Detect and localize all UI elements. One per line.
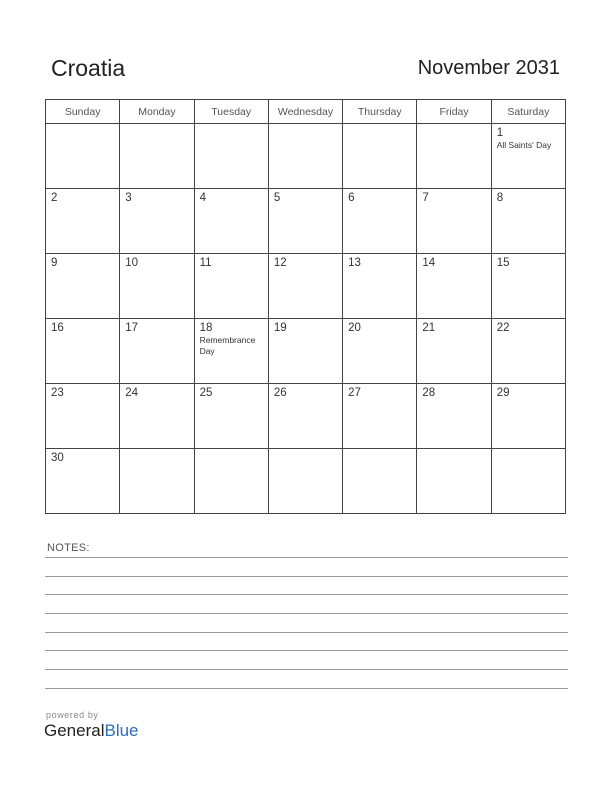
calendar-day-cell (417, 254, 491, 319)
weekday-header: Tuesday (194, 100, 268, 124)
day-number: 9 (51, 257, 58, 269)
calendar-day-cell (491, 189, 565, 254)
calendar-day-cell (491, 384, 565, 449)
day-number: 30 (51, 452, 64, 464)
calendar-day-cell (343, 189, 417, 254)
day-number: 18 (199, 322, 213, 334)
day-number: 4 (199, 192, 206, 204)
weekday-header: Saturday (491, 100, 565, 124)
day-number: 20 (348, 322, 361, 334)
calendar-day-cell (268, 124, 342, 189)
calendar-week-row (46, 319, 566, 384)
calendar-day-cell (46, 449, 120, 514)
note-line (45, 688, 568, 689)
calendar-day-cell (268, 319, 342, 384)
day-number: 14 (422, 257, 436, 269)
calendar-day-cell (46, 254, 120, 319)
calendar-week-row (46, 449, 566, 514)
weekday-header: Monday (120, 100, 194, 124)
weekday-header: Sunday (46, 100, 120, 124)
calendar-day-cell (120, 319, 194, 384)
calendar-day-cell (46, 319, 120, 384)
notes-label: NOTES: (47, 542, 90, 554)
day-number: 12 (273, 257, 287, 269)
day-number: 25 (199, 387, 213, 399)
calendar-day-cell (46, 384, 120, 449)
calendar-day-cell (343, 124, 417, 189)
calendar-day-cell (268, 189, 342, 254)
day-number: 7 (422, 192, 429, 204)
day-number: 2 (51, 192, 58, 204)
calendar-day-cell (194, 189, 268, 254)
day-number: 1 (496, 127, 504, 139)
day-number: 19 (273, 322, 287, 334)
day-number: 8 (496, 192, 504, 204)
calendar-day-cell (46, 189, 120, 254)
calendar-day-cell (491, 449, 565, 514)
month-year-title: November 2031 (417, 57, 560, 79)
calendar-day-cell (343, 384, 417, 449)
holiday-label: Remembrance Day (199, 335, 256, 356)
calendar-day-cell (46, 124, 120, 189)
calendar-day-cell (268, 254, 342, 319)
calendar-day-cell (491, 319, 565, 384)
holiday-label: All Saints' Day (496, 140, 552, 150)
note-line (45, 632, 568, 633)
note-line (45, 650, 568, 651)
day-number: 11 (199, 257, 212, 269)
day-number: 3 (125, 192, 132, 204)
day-number: 22 (496, 322, 510, 334)
day-number: 17 (125, 322, 139, 334)
calendar-day-cell (268, 449, 342, 514)
day-number: 5 (273, 192, 281, 204)
day-number: 24 (125, 387, 139, 399)
note-line (45, 669, 568, 670)
calendar-day-cell (194, 254, 268, 319)
calendar-day-cell (194, 384, 268, 449)
calendar-day-cell (268, 384, 342, 449)
calendar-day-cell (417, 384, 491, 449)
brand-general: General (44, 721, 105, 740)
calendar-day-cell (417, 449, 491, 514)
calendar-day-cell (417, 189, 491, 254)
day-number: 23 (51, 387, 64, 399)
day-number: 16 (51, 322, 64, 334)
note-line (45, 576, 568, 577)
calendar-grid (45, 99, 566, 514)
calendar-day-cell (194, 449, 268, 514)
calendar-day-cell (194, 124, 268, 189)
country-title: Croatia (51, 55, 126, 81)
calendar-week-row (46, 384, 566, 449)
calendar-week-row (46, 189, 566, 254)
note-line (45, 613, 568, 614)
calendar-day-cell (417, 319, 491, 384)
day-number: 28 (422, 387, 436, 399)
powered-by-text: powered by (46, 710, 99, 720)
day-number: 10 (125, 257, 139, 269)
calendar-day-cell (120, 384, 194, 449)
note-line (45, 557, 568, 558)
calendar-day-cell (194, 319, 268, 384)
day-number: 13 (348, 257, 361, 269)
calendar-day-cell (120, 449, 194, 514)
calendar-day-cell (343, 319, 417, 384)
calendar-day-cell (120, 189, 194, 254)
calendar-day-cell (343, 449, 417, 514)
day-number: 26 (273, 387, 287, 399)
day-number: 15 (496, 257, 510, 269)
calendar-day-cell (120, 124, 194, 189)
calendar-day-cell (491, 254, 565, 319)
brand-blue: Blue (104, 721, 139, 740)
day-number: 29 (496, 387, 510, 399)
brand-logo (44, 721, 139, 741)
weekday-header: Wednesday (268, 100, 342, 124)
calendar-week-row (46, 254, 566, 319)
calendar-week-row (46, 124, 566, 189)
calendar-day-cell (343, 254, 417, 319)
calendar-day-cell (417, 124, 491, 189)
day-number: 6 (348, 192, 355, 204)
weekday-header: Friday (417, 100, 491, 124)
note-line (45, 594, 568, 595)
weekday-header: Thursday (343, 100, 417, 124)
calendar-day-cell (120, 254, 194, 319)
weekday-header-row (46, 100, 566, 124)
day-number: 27 (348, 387, 361, 399)
calendar-day-cell (491, 124, 565, 189)
day-number: 21 (422, 322, 436, 334)
